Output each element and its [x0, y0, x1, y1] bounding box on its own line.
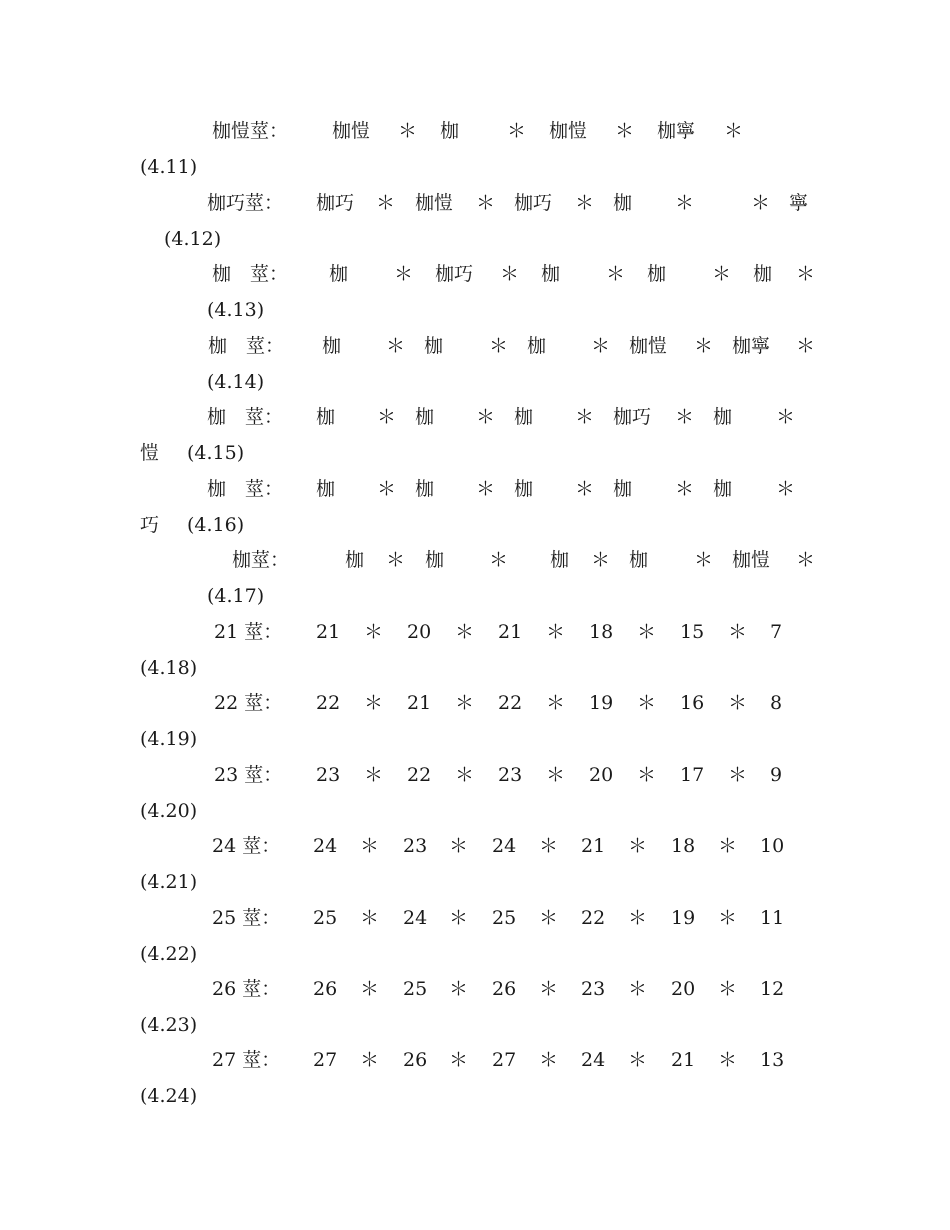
term: 枷 — [629, 549, 649, 571]
operator: ＊ — [675, 192, 695, 214]
term: 枷 — [440, 120, 460, 142]
term: 23 — [316, 764, 341, 786]
operator: ＊ — [628, 907, 648, 929]
equation-label: 27 莖： — [212, 1049, 281, 1071]
equation-label: 22 莖： — [214, 692, 283, 714]
term: 27 — [492, 1049, 517, 1071]
term: 21 — [316, 621, 341, 643]
term: 13 — [760, 1049, 785, 1071]
term: 枷 — [415, 406, 435, 428]
operator: ＊ — [751, 192, 771, 214]
term: 20 — [407, 621, 432, 643]
term: 枷寧 — [732, 335, 771, 357]
operator: ＊ — [376, 192, 396, 214]
operator: ＊ — [539, 907, 559, 929]
operator: ＊ — [694, 335, 714, 357]
operator: ＊ — [360, 978, 380, 1000]
operator: ＊ — [546, 621, 566, 643]
operator: ＊ — [546, 692, 566, 714]
operator: ＊ — [449, 835, 469, 857]
term: 枷 — [514, 478, 534, 500]
equation-label: 枷 莖： — [212, 263, 289, 285]
operator: ＊ — [637, 692, 657, 714]
term: 26 — [313, 978, 338, 1000]
term: 枷 — [329, 263, 349, 285]
term: 27 — [313, 1049, 338, 1071]
term: 21 — [498, 621, 523, 643]
term: 23 — [581, 978, 606, 1000]
equation-label: 枷愷莖： — [212, 120, 289, 142]
operator: ＊ — [776, 478, 796, 500]
operator: ＊ — [500, 263, 520, 285]
term: 15 — [680, 621, 705, 643]
operator: ＊ — [728, 764, 748, 786]
term: 22 — [407, 764, 432, 786]
operator: ＊ — [455, 764, 475, 786]
term: 25 — [313, 907, 338, 929]
operator: ＊ — [637, 621, 657, 643]
term: 枷 — [713, 478, 733, 500]
operator: ＊ — [377, 478, 397, 500]
equation-label: 枷 莖： — [207, 406, 284, 428]
term: 枷 — [425, 549, 445, 571]
operator: ＊ — [712, 263, 732, 285]
term: 24 — [403, 907, 428, 929]
term: 20 — [671, 978, 696, 1000]
term: 23 — [403, 835, 428, 857]
operator: ＊ — [489, 549, 509, 571]
term: 25 — [403, 978, 428, 1000]
continuation-term: 巧 — [140, 514, 160, 536]
term: 22 — [498, 692, 523, 714]
term: 枷 — [753, 263, 773, 285]
operator: ＊ — [718, 907, 738, 929]
equation-number: (4.17) — [207, 585, 265, 607]
term: 7 — [770, 621, 783, 643]
operator: ＊ — [796, 549, 816, 571]
operator: ＊ — [364, 621, 384, 643]
equation-number: (4.15) — [187, 442, 245, 464]
equation-number: (4.19) — [140, 728, 198, 750]
term: 枷 — [613, 478, 633, 500]
operator: ＊ — [377, 406, 397, 428]
operator: ＊ — [364, 764, 384, 786]
term: 寧 — [789, 192, 809, 214]
operator: ＊ — [615, 120, 635, 142]
term: 24 — [313, 835, 338, 857]
term: 枷 — [713, 406, 733, 428]
operator: ＊ — [546, 764, 566, 786]
term: 枷 — [415, 478, 435, 500]
operator: ＊ — [449, 1049, 469, 1071]
term: 23 — [498, 764, 523, 786]
term: 枷巧 — [316, 192, 355, 214]
term: 枷 — [316, 478, 336, 500]
equation-number: (4.21) — [140, 871, 198, 893]
operator: ＊ — [728, 692, 748, 714]
operator: ＊ — [476, 192, 496, 214]
operator: ＊ — [398, 120, 418, 142]
term: 枷 — [424, 335, 444, 357]
term: 枷巧 — [435, 263, 474, 285]
term: 枷 — [613, 192, 633, 214]
operator: ＊ — [796, 335, 816, 357]
term: 22 — [581, 907, 606, 929]
operator: ＊ — [575, 478, 595, 500]
equation-label: 24 莖： — [212, 835, 281, 857]
term: 枷愷 — [629, 335, 668, 357]
term: 21 — [671, 1049, 696, 1071]
term: 10 — [760, 835, 785, 857]
equation-number: (4.24) — [140, 1085, 198, 1107]
operator: ＊ — [796, 263, 816, 285]
term: 19 — [671, 907, 696, 929]
operator: ＊ — [694, 549, 714, 571]
term: 枷愷 — [732, 549, 771, 571]
operator: ＊ — [360, 1049, 380, 1071]
term: 枷愷 — [415, 192, 454, 214]
equation-number: (4.18) — [140, 657, 198, 679]
operator: ＊ — [455, 621, 475, 643]
operator: ＊ — [628, 978, 648, 1000]
operator: ＊ — [575, 192, 595, 214]
term: 18 — [589, 621, 614, 643]
term: 枷 — [527, 335, 547, 357]
operator: ＊ — [728, 621, 748, 643]
operator: ＊ — [675, 406, 695, 428]
operator: ＊ — [364, 692, 384, 714]
term: 枷 — [550, 549, 570, 571]
operator: ＊ — [591, 549, 611, 571]
operator: ＊ — [606, 263, 626, 285]
equation-number: (4.11) — [140, 156, 198, 178]
term: 21 — [407, 692, 432, 714]
term: 21 — [581, 835, 606, 857]
operator: ＊ — [675, 478, 695, 500]
continuation-term: 愷 — [140, 442, 160, 464]
term: 枷愷 — [549, 120, 588, 142]
term: 枷 — [316, 406, 336, 428]
equation-label: 枷莖： — [232, 549, 290, 571]
operator: ＊ — [386, 549, 406, 571]
operator: ＊ — [386, 335, 406, 357]
operator: ＊ — [628, 835, 648, 857]
equation-label: 枷巧莖： — [207, 192, 284, 214]
operator: ＊ — [476, 478, 496, 500]
equation-number: (4.12) — [164, 228, 222, 250]
term: 26 — [492, 978, 517, 1000]
equation-label: 枷 莖： — [208, 335, 285, 357]
equation-label: 枷 莖： — [207, 478, 284, 500]
operator: ＊ — [724, 120, 744, 142]
operator: ＊ — [449, 907, 469, 929]
equation-number: (4.20) — [140, 800, 198, 822]
equation-label: 25 莖： — [212, 907, 281, 929]
operator: ＊ — [394, 263, 414, 285]
equation-label: 23 莖： — [214, 764, 283, 786]
term: 枷巧 — [613, 406, 652, 428]
operator: ＊ — [539, 978, 559, 1000]
operator: ＊ — [449, 978, 469, 1000]
term: 枷愷 — [332, 120, 371, 142]
equation-number: (4.23) — [140, 1014, 198, 1036]
operator: ＊ — [539, 835, 559, 857]
operator: ＊ — [507, 120, 527, 142]
term: 枷 — [514, 406, 534, 428]
operator: ＊ — [718, 835, 738, 857]
term: 枷 — [345, 549, 365, 571]
operator: ＊ — [591, 335, 611, 357]
term: 17 — [680, 764, 705, 786]
equation-number: (4.16) — [187, 514, 245, 536]
operator: ＊ — [360, 835, 380, 857]
term: 26 — [403, 1049, 428, 1071]
equation-number: (4.14) — [207, 371, 265, 393]
term: 22 — [316, 692, 341, 714]
operator: ＊ — [575, 406, 595, 428]
equation-label: 26 莖： — [212, 978, 281, 1000]
term: 20 — [589, 764, 614, 786]
operator: ＊ — [776, 406, 796, 428]
operator: ＊ — [628, 1049, 648, 1071]
term: 枷巧 — [514, 192, 553, 214]
operator: ＊ — [539, 1049, 559, 1071]
operator: ＊ — [455, 692, 475, 714]
term: 19 — [589, 692, 614, 714]
term: 11 — [760, 907, 785, 929]
term: 枷 — [322, 335, 342, 357]
operator: ＊ — [489, 335, 509, 357]
term: 枷 — [541, 263, 561, 285]
term: 24 — [492, 835, 517, 857]
operator: ＊ — [637, 764, 657, 786]
equation-label: 21 莖： — [214, 621, 283, 643]
term: 枷 — [647, 263, 667, 285]
equation-number: (4.13) — [207, 299, 265, 321]
term: 枷寧 — [657, 120, 696, 142]
term: 18 — [671, 835, 696, 857]
operator: ＊ — [718, 1049, 738, 1071]
operator: ＊ — [718, 978, 738, 1000]
term: 25 — [492, 907, 517, 929]
term: 8 — [770, 692, 783, 714]
term: 12 — [760, 978, 785, 1000]
term: 9 — [770, 764, 783, 786]
term: 16 — [680, 692, 705, 714]
operator: ＊ — [360, 907, 380, 929]
term: 24 — [581, 1049, 606, 1071]
equation-number: (4.22) — [140, 943, 198, 965]
operator: ＊ — [476, 406, 496, 428]
